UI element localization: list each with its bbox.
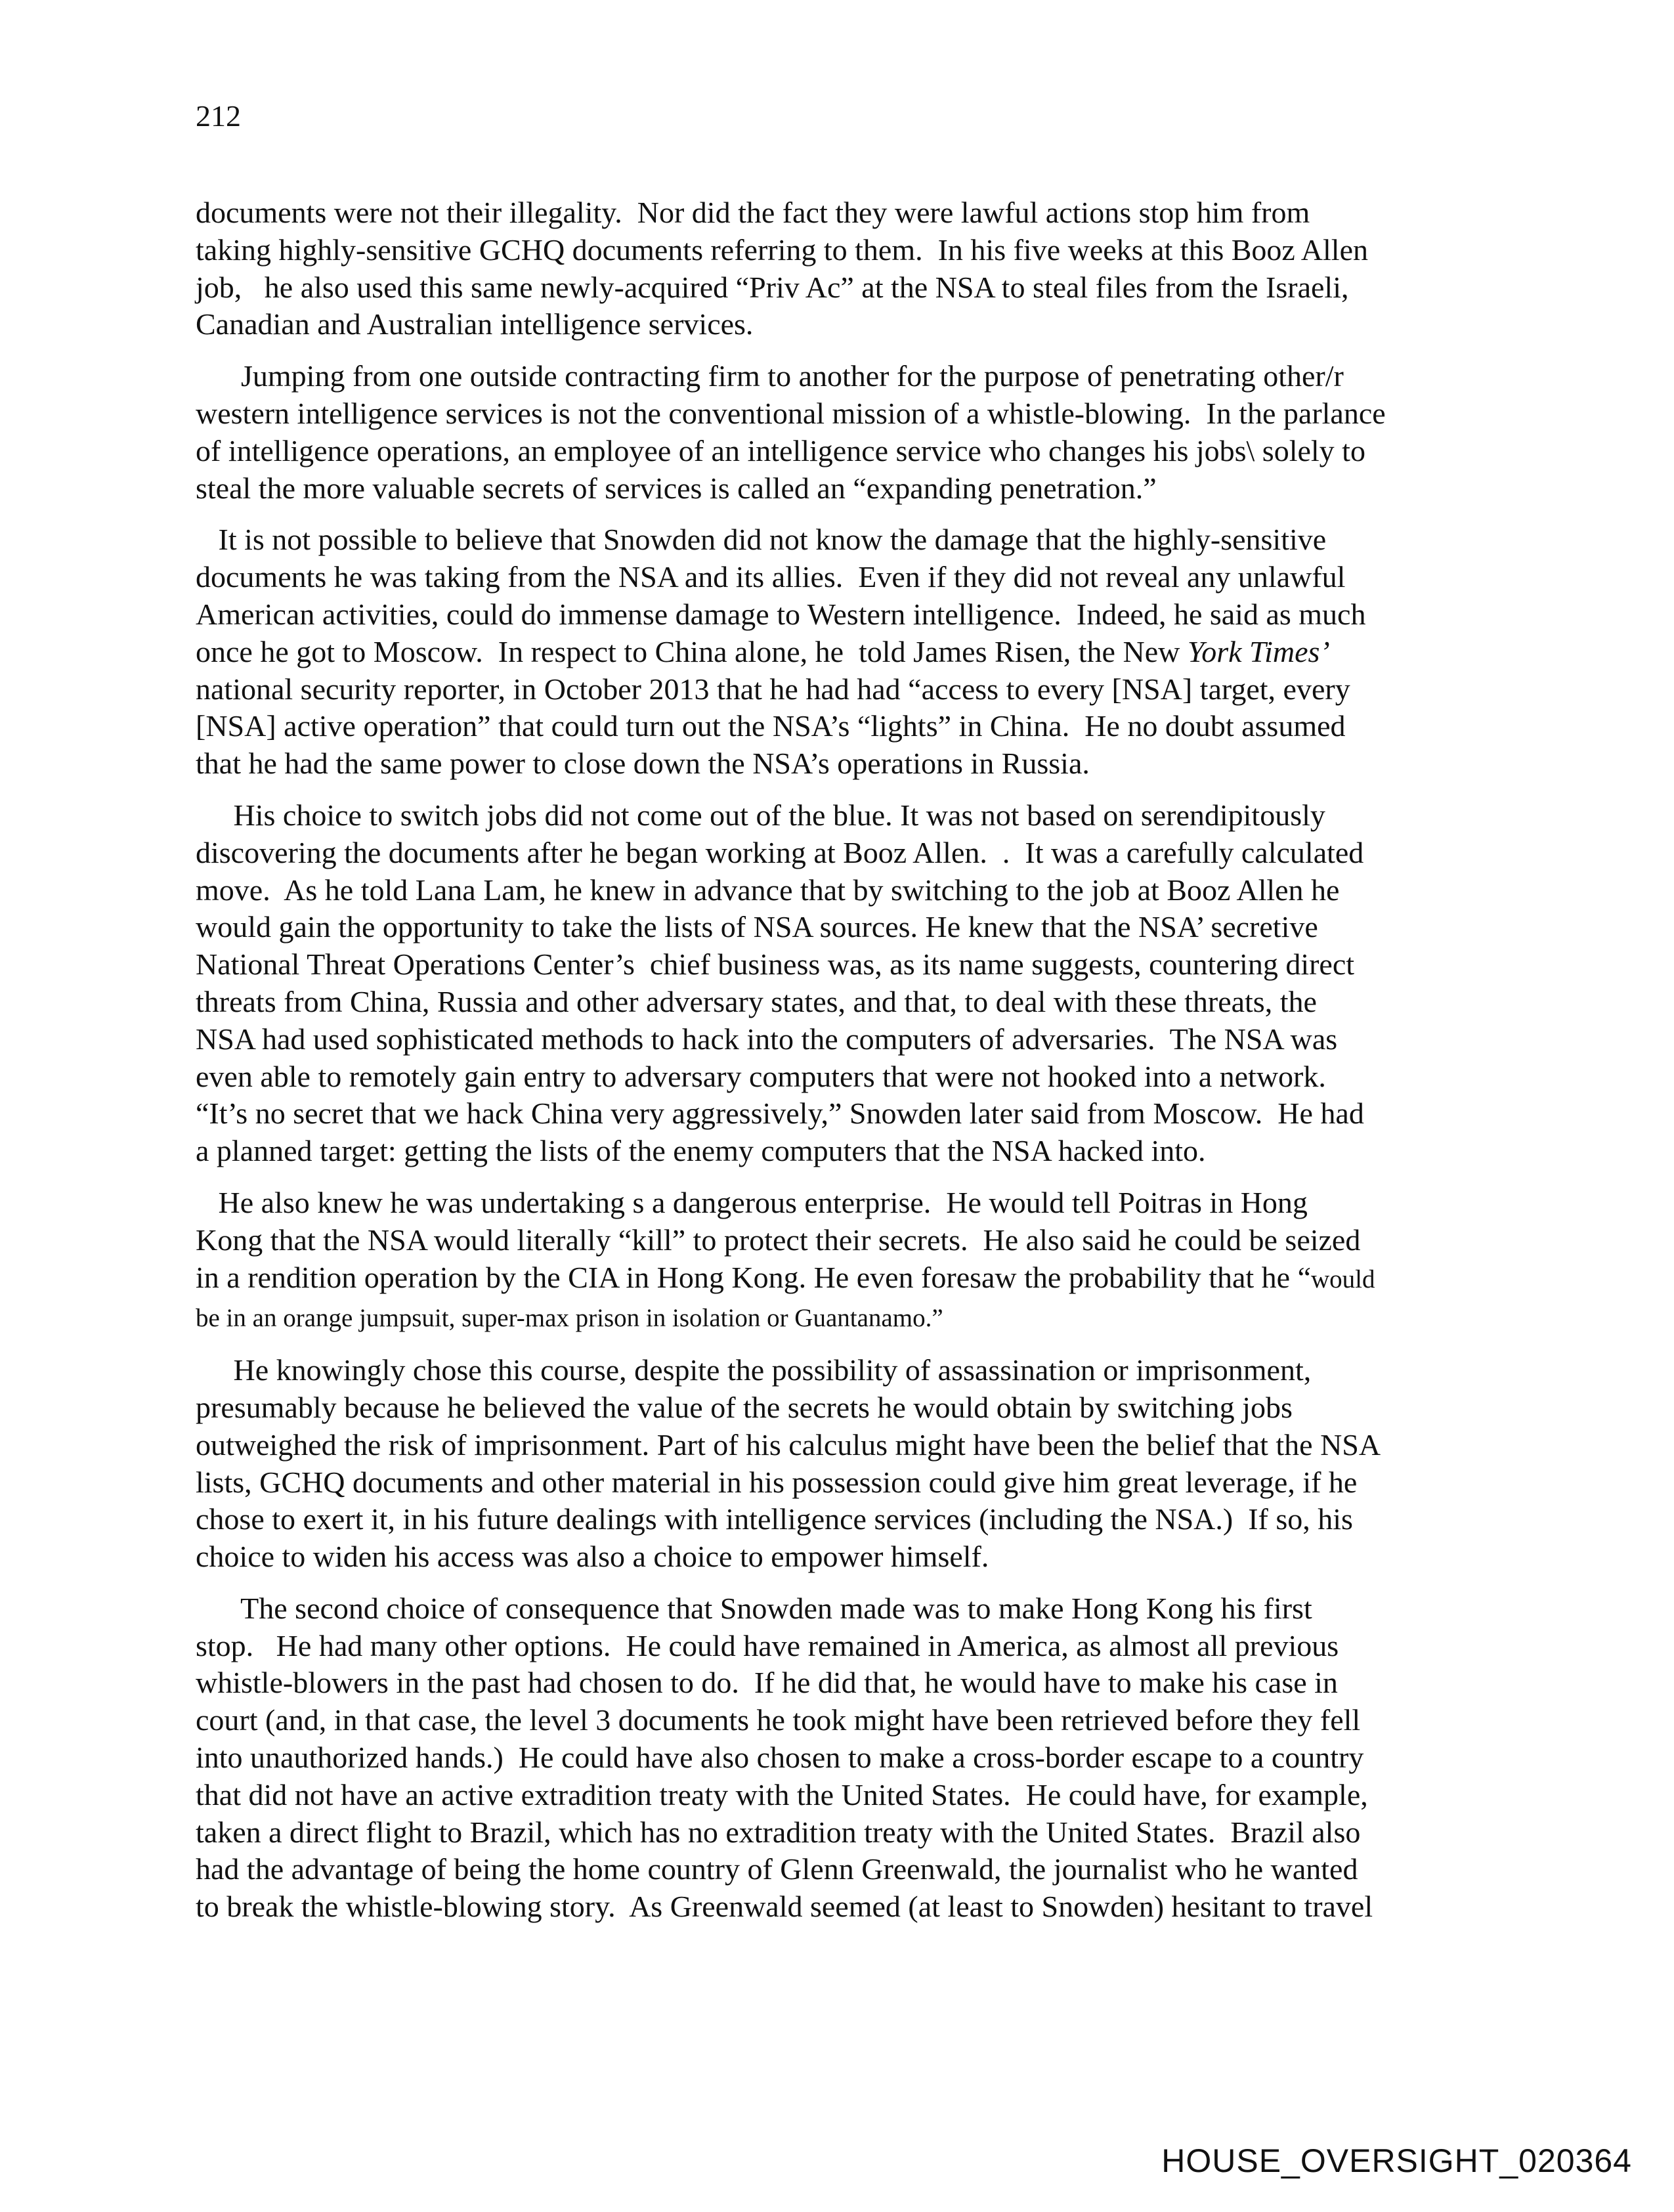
text-line (196, 1628, 1509, 1665)
text-line (196, 1851, 1509, 1888)
text-line (196, 634, 1509, 671)
text-line (196, 269, 1509, 307)
paragraph (196, 1184, 1509, 1337)
text-line (196, 708, 1509, 745)
paragraph (196, 797, 1509, 1170)
text-segment: that he had the same power to close down the NSA’s operations in Russia. (196, 747, 1090, 781)
paragraph (196, 1352, 1509, 1576)
text-segment: taken a direct flight to Brazil, which has no extradition treaty with the United States. Brazil also (196, 1815, 1361, 1849)
text-line (196, 1389, 1509, 1427)
document-body (196, 194, 1509, 1940)
text-line (196, 1538, 1509, 1576)
text-segment: presumably because he believed the value of the secrets he would obtain by switching jobs (196, 1390, 1293, 1424)
page-number: 212 (196, 99, 241, 133)
text-segment: He also knew he was undertaking s a dangerous enterprise. He would tell Poitras in Hong (196, 1185, 1308, 1219)
text-line (196, 1702, 1509, 1739)
text-line (196, 1464, 1509, 1502)
text-segment: would (1311, 1265, 1375, 1293)
text-line (196, 1133, 1509, 1170)
text-segment: steal the more valuable secrets of services is called an “expanding penetration.” (196, 471, 1157, 505)
text-segment: NSA had used sophisticated methods to hack into the computers of adversaries. The NSA was (196, 1022, 1338, 1056)
text-line (196, 395, 1509, 433)
text-segment: taking highly-sensitive GCHQ documents referring to them. In his five weeks at this Booz Allen (196, 232, 1369, 267)
text-segment: western intelligence services is not the conventional mission of a whistle-blowing. In the parlance (196, 396, 1386, 430)
text-segment: National Threat Operations Center’s chief business was, as its name suggests, countering direct (196, 947, 1355, 982)
text-segment: in a rendition operation by the CIA in Hong Kong. He even foresaw the probability that he “ (196, 1260, 1312, 1294)
text-segment: whistle-blowers in the past had chosen to do. If he did that, he would have to make his case in (196, 1666, 1338, 1700)
text-segment: Kong that the NSA would literally “kill” to protect their secrets. He also said he could be seized (196, 1223, 1361, 1257)
paragraph (196, 521, 1509, 783)
text-line (196, 1259, 1509, 1299)
text-segment: documents he was taking from the NSA and its allies. Even if they did not reveal any unlawful (196, 560, 1346, 594)
text-segment: His choice to switch jobs did not come out of the blue. It was not based on serendipitously (196, 798, 1325, 832)
text-line (196, 232, 1509, 269)
text-segment: national security reporter, in October 2013 that he had had “access to every [NSA] target, every (196, 672, 1350, 706)
text-line (196, 358, 1509, 395)
text-segment: even able to remotely gain entry to adversary computers that were not hooked into a network. (196, 1059, 1326, 1093)
paragraph (196, 194, 1509, 343)
text-segment: outweighed the risk of imprisonment. Part of his calculus might have been the belief that the NSA (196, 1427, 1381, 1462)
text-segment: The second choice of consequence that Snowden made was to make Hong Kong his first (196, 1591, 1312, 1625)
text-line (196, 1021, 1509, 1058)
text-line (196, 1888, 1509, 1926)
footer-document-id: HOUSE_OVERSIGHT_020364 (1161, 2142, 1632, 2179)
text-segment: move. As he told Lana Lam, he knew in advance that by switching to the job at Booz Allen he (196, 873, 1340, 907)
text-segment: threats from China, Russia and other adversary states, and that, to deal with these threats, the (196, 984, 1317, 1018)
text-line (196, 1501, 1509, 1538)
text-segment: “It’s no secret that we hack China very aggressively,” Snowden later said from Moscow. He had (196, 1096, 1364, 1131)
text-segment: would gain the opportunity to take the lists of NSA sources. He knew that the NSA’ secretive (196, 910, 1318, 944)
text-line (196, 1222, 1509, 1259)
text-line (196, 909, 1509, 946)
text-line (196, 946, 1509, 984)
text-segment: of intelligence operations, an employee of an intelligence service who changes his jobs\ solely to (196, 433, 1365, 467)
text-line (196, 433, 1509, 470)
text-segment: It is not possible to believe that Snowden did not know the damage that the highly-sensitive (196, 523, 1327, 557)
text-segment: American activities, could do immense damage to Western intelligence. Indeed, he said as much (196, 597, 1366, 631)
text-line (196, 1664, 1509, 1702)
text-segment: stop. He had many other options. He could have remained in America, as almost all previous (196, 1628, 1339, 1662)
text-line (196, 1777, 1509, 1814)
text-line (196, 984, 1509, 1021)
text-segment: to break the whistle-blowing story. As Greenwald seemed (at least to Snowden) hesitant to travel (196, 1890, 1373, 1924)
text-line (196, 745, 1509, 783)
text-line (196, 1095, 1509, 1133)
text-segment: chose to exert it, in his future dealings with intelligence services (including the NSA.) If so, his (196, 1502, 1353, 1536)
text-segment: lists, GCHQ documents and other material in his possession could give him great leverage, if he (196, 1465, 1358, 1499)
text-line (196, 671, 1509, 708)
text-segment: He knowingly chose this course, despite the possibility of assassination or imprisonment, (196, 1353, 1312, 1387)
text-segment: choice to widen his access was also a choice to empower himself. (196, 1540, 989, 1574)
text-line (196, 1058, 1509, 1096)
text-line (196, 1298, 1509, 1337)
text-segment: [NSA] active operation” that could turn out the NSA’s “lights” in China. He no doubt assumed (196, 709, 1346, 743)
text-segment: a planned target: getting the lists of the enemy computers that the NSA hacked into. (196, 1134, 1206, 1168)
text-line (196, 1352, 1509, 1389)
text-line (196, 521, 1509, 559)
text-segment: job, he also used this same newly-acquired “Priv Ac” at the NSA to steal files from the Israeli, (196, 270, 1349, 304)
text-segment: Jumping from one outside contracting firm to another for the purpose of penetrating other/r (196, 359, 1344, 393)
text-line (196, 872, 1509, 909)
text-line (196, 797, 1509, 835)
text-segment: once he got to Moscow. In respect to China alone, he told James Risen, the New (196, 634, 1188, 668)
text-segment: documents were not their illegality. Nor did the fact they were lawful actions stop him from (196, 196, 1310, 229)
paragraph (196, 1590, 1509, 1926)
text-segment: into unauthorized hands.) He could have also chosen to make a cross-border escape to a country (196, 1741, 1364, 1775)
text-line (196, 596, 1509, 634)
text-line (196, 306, 1509, 343)
text-line (196, 1814, 1509, 1852)
text-line (196, 1590, 1509, 1628)
text-line (196, 1184, 1509, 1222)
text-line (196, 470, 1509, 508)
text-segment: Canadian and Australian intelligence services. (196, 307, 754, 341)
text-segment: court (and, in that case, the level 3 documents he took might have been retrieved before they fell (196, 1703, 1361, 1737)
paragraph (196, 358, 1509, 507)
text-segment: be in an orange jumpsuit, super-max prison in isolation or Guantanamo.” (196, 1304, 943, 1333)
text-line (196, 1427, 1509, 1464)
text-line (196, 1739, 1509, 1777)
text-line (196, 835, 1509, 872)
text-line (196, 559, 1509, 596)
text-segment: discovering the documents after he began working at Booz Allen. . It was a carefully calculated (196, 835, 1364, 869)
italic-text: York Times’ (1187, 634, 1330, 668)
text-segment: that did not have an active extradition treaty with the United States. He could have, for example, (196, 1777, 1368, 1811)
text-segment: had the advantage of being the home country of Glenn Greenwald, the journalist who he wanted (196, 1852, 1358, 1886)
text-line (196, 194, 1509, 232)
